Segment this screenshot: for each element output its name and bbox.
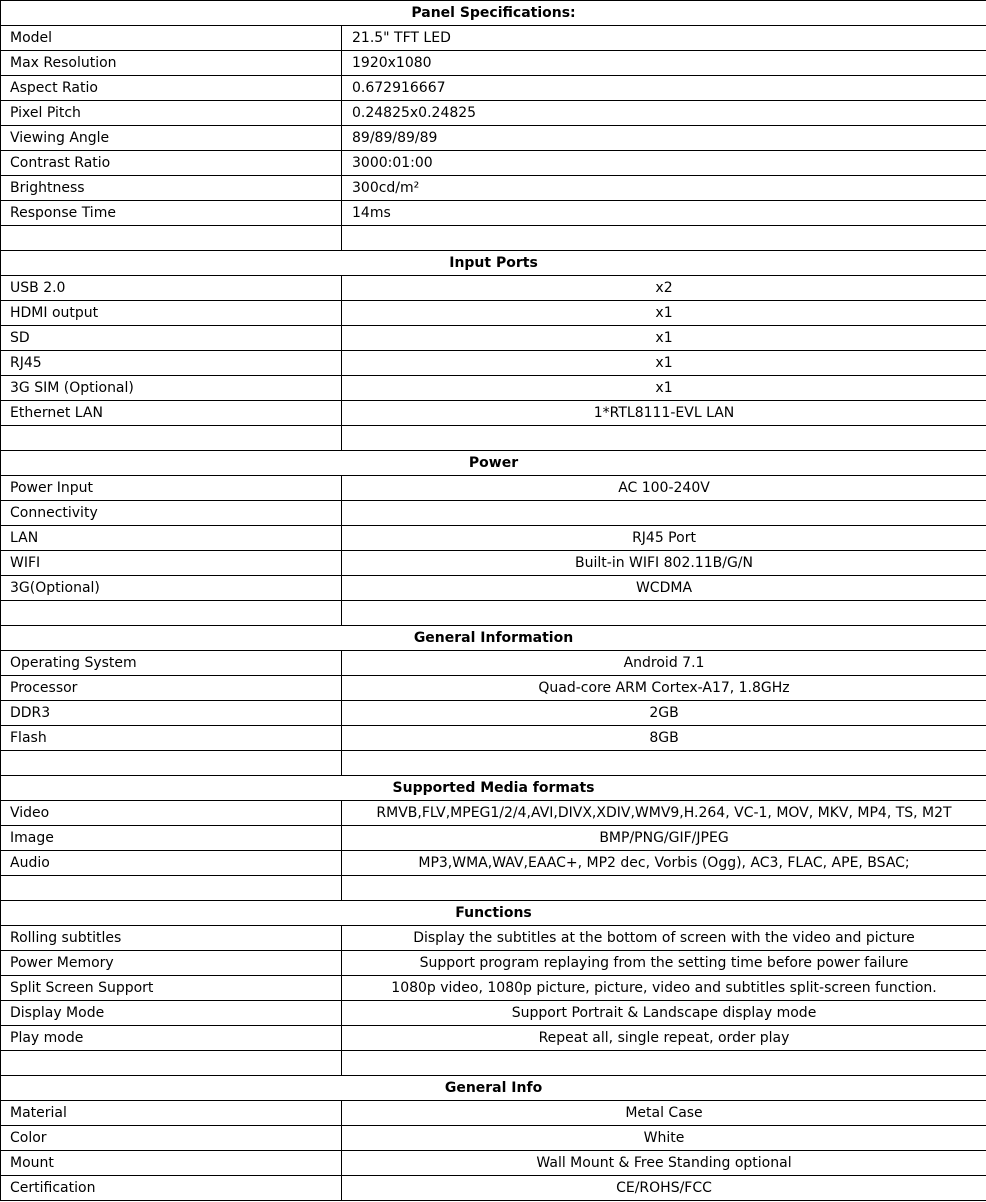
section-header-row	[1, 1, 986, 26]
spec-value	[342, 601, 986, 626]
spec-value: RMVB,FLV,MPEG1/2/4,AVI,DIVX,XDIV,WMV9,H.264, VC-1, MOV, MKV, MP4, TS, M2T	[342, 801, 986, 826]
spec-label: SD	[1, 326, 342, 351]
table-row	[1, 926, 986, 951]
table-row	[1, 976, 986, 1001]
spec-label: Response Time	[1, 201, 342, 226]
spec-label: Pixel Pitch	[1, 101, 342, 126]
spec-label: Play mode	[1, 1026, 342, 1051]
table-row	[1, 876, 986, 901]
spec-label	[1, 876, 342, 901]
spec-value: Metal Case	[342, 1101, 986, 1126]
table-row	[1, 1026, 986, 1051]
table-row	[1, 1126, 986, 1151]
spec-value: Repeat all, single repeat, order play	[342, 1026, 986, 1051]
spec-label: Viewing Angle	[1, 126, 342, 151]
section-title-general-information: General Information	[1, 626, 986, 651]
spec-value: RJ45 Port	[342, 526, 986, 551]
spec-value: Support Portrait & Landscape display mode	[342, 1001, 986, 1026]
spec-value: x1	[342, 301, 986, 326]
section-header-row	[1, 901, 986, 926]
section-header-row	[1, 451, 986, 476]
table-row	[1, 1151, 986, 1176]
spec-label: USB 2.0	[1, 276, 342, 301]
table-row	[1, 1101, 986, 1126]
table-row	[1, 401, 986, 426]
spec-value: 3000:01:00	[342, 151, 986, 176]
table-row	[1, 226, 986, 251]
table-row	[1, 301, 986, 326]
section-title-functions: Functions	[1, 901, 986, 926]
spec-label: Video	[1, 801, 342, 826]
spec-label: Power Input	[1, 476, 342, 501]
section-title-general-info: General Info	[1, 1076, 986, 1101]
table-row	[1, 76, 986, 101]
spec-value: x1	[342, 326, 986, 351]
spec-label: Certification	[1, 1176, 342, 1201]
spec-value: BMP/PNG/GIF/JPEG	[342, 826, 986, 851]
spec-value: Quad-core ARM Cortex-A17, 1.8GHz	[342, 676, 986, 701]
spec-value: MP3,WMA,WAV,EAAC+, MP2 dec, Vorbis (Ogg), AC3, FLAC, APE, BSAC;	[342, 851, 986, 876]
spec-label	[1, 601, 342, 626]
spec-value	[342, 876, 986, 901]
spec-value: 1*RTL8111-EVL LAN	[342, 401, 986, 426]
spec-label: 3G(Optional)	[1, 576, 342, 601]
spec-label: Audio	[1, 851, 342, 876]
table-row	[1, 351, 986, 376]
table-row	[1, 1051, 986, 1076]
section-title-input-ports: Input Ports	[1, 251, 986, 276]
table-row	[1, 326, 986, 351]
spec-label: HDMI output	[1, 301, 342, 326]
table-row	[1, 801, 986, 826]
table-row	[1, 501, 986, 526]
spec-label	[1, 751, 342, 776]
spec-label: Display Mode	[1, 1001, 342, 1026]
spec-value: x1	[342, 351, 986, 376]
spec-value: 0.24825x0.24825	[342, 101, 986, 126]
spec-value: 0.672916667	[342, 76, 986, 101]
table-row	[1, 201, 986, 226]
section-header-row	[1, 1076, 986, 1101]
spec-value	[342, 426, 986, 451]
spec-value: 300cd/m²	[342, 176, 986, 201]
table-row	[1, 126, 986, 151]
spec-label: RJ45	[1, 351, 342, 376]
spec-value	[342, 501, 986, 526]
section-title-supported-media-formats: Supported Media formats	[1, 776, 986, 801]
spec-value: 14ms	[342, 201, 986, 226]
spec-label: Model	[1, 26, 342, 51]
spec-value: Support program replaying from the setting time before power failure	[342, 951, 986, 976]
table-row	[1, 101, 986, 126]
table-row	[1, 26, 986, 51]
table-row	[1, 751, 986, 776]
spec-label: Color	[1, 1126, 342, 1151]
section-title-panel-specifications: Panel Specifications:	[1, 1, 986, 26]
table-row	[1, 151, 986, 176]
spec-value: CE/ROHS/FCC	[342, 1176, 986, 1201]
specifications-table-body	[1, 1, 986, 1201]
spec-label: Image	[1, 826, 342, 851]
spec-value: 89/89/89/89	[342, 126, 986, 151]
spec-label: Processor	[1, 676, 342, 701]
spec-label: Power Memory	[1, 951, 342, 976]
table-row	[1, 726, 986, 751]
spec-label: Contrast Ratio	[1, 151, 342, 176]
spec-value: Built-in WIFI 802.11B/G/N	[342, 551, 986, 576]
table-row	[1, 676, 986, 701]
spec-label: Split Screen Support	[1, 976, 342, 1001]
spec-label: 3G SIM (Optional)	[1, 376, 342, 401]
spec-value: Display the subtitles at the bottom of screen with the video and picture	[342, 926, 986, 951]
spec-value: 1080p video, 1080p picture, picture, video and subtitles split-screen function.	[342, 976, 986, 1001]
table-row	[1, 526, 986, 551]
spec-value	[342, 226, 986, 251]
spec-value: 1920x1080	[342, 51, 986, 76]
spec-value	[342, 1051, 986, 1076]
table-row	[1, 426, 986, 451]
spec-label: Connectivity	[1, 501, 342, 526]
spec-value: 8GB	[342, 726, 986, 751]
spec-label: Ethernet LAN	[1, 401, 342, 426]
section-header-row	[1, 251, 986, 276]
spec-value: Wall Mount & Free Standing optional	[342, 1151, 986, 1176]
table-row	[1, 601, 986, 626]
table-row	[1, 826, 986, 851]
spec-value: x2	[342, 276, 986, 301]
spec-label: Aspect Ratio	[1, 76, 342, 101]
spec-value: AC 100-240V	[342, 476, 986, 501]
table-row	[1, 276, 986, 301]
spec-value	[342, 751, 986, 776]
spec-label: Mount	[1, 1151, 342, 1176]
spec-label: DDR3	[1, 701, 342, 726]
spec-label: WIFI	[1, 551, 342, 576]
spec-label: Flash	[1, 726, 342, 751]
spec-label	[1, 1051, 342, 1076]
table-row	[1, 51, 986, 76]
table-row	[1, 576, 986, 601]
spec-label: Operating System	[1, 651, 342, 676]
spec-label: Brightness	[1, 176, 342, 201]
section-header-row	[1, 626, 986, 651]
table-row	[1, 476, 986, 501]
spec-value: White	[342, 1126, 986, 1151]
spec-value: x1	[342, 376, 986, 401]
table-row	[1, 701, 986, 726]
spec-label	[1, 426, 342, 451]
spec-label: LAN	[1, 526, 342, 551]
spec-label	[1, 226, 342, 251]
table-row	[1, 951, 986, 976]
table-row	[1, 376, 986, 401]
spec-value: 21.5" TFT LED	[342, 26, 986, 51]
spec-label: Rolling subtitles	[1, 926, 342, 951]
spec-value: Android 7.1	[342, 651, 986, 676]
table-row	[1, 851, 986, 876]
section-header-row	[1, 776, 986, 801]
table-row	[1, 651, 986, 676]
section-title-power: Power	[1, 451, 986, 476]
table-row	[1, 551, 986, 576]
table-row	[1, 176, 986, 201]
spec-value: 2GB	[342, 701, 986, 726]
spec-label: Max Resolution	[1, 51, 342, 76]
table-row	[1, 1001, 986, 1026]
table-row	[1, 1176, 986, 1201]
spec-value: WCDMA	[342, 576, 986, 601]
spec-label: Material	[1, 1101, 342, 1126]
